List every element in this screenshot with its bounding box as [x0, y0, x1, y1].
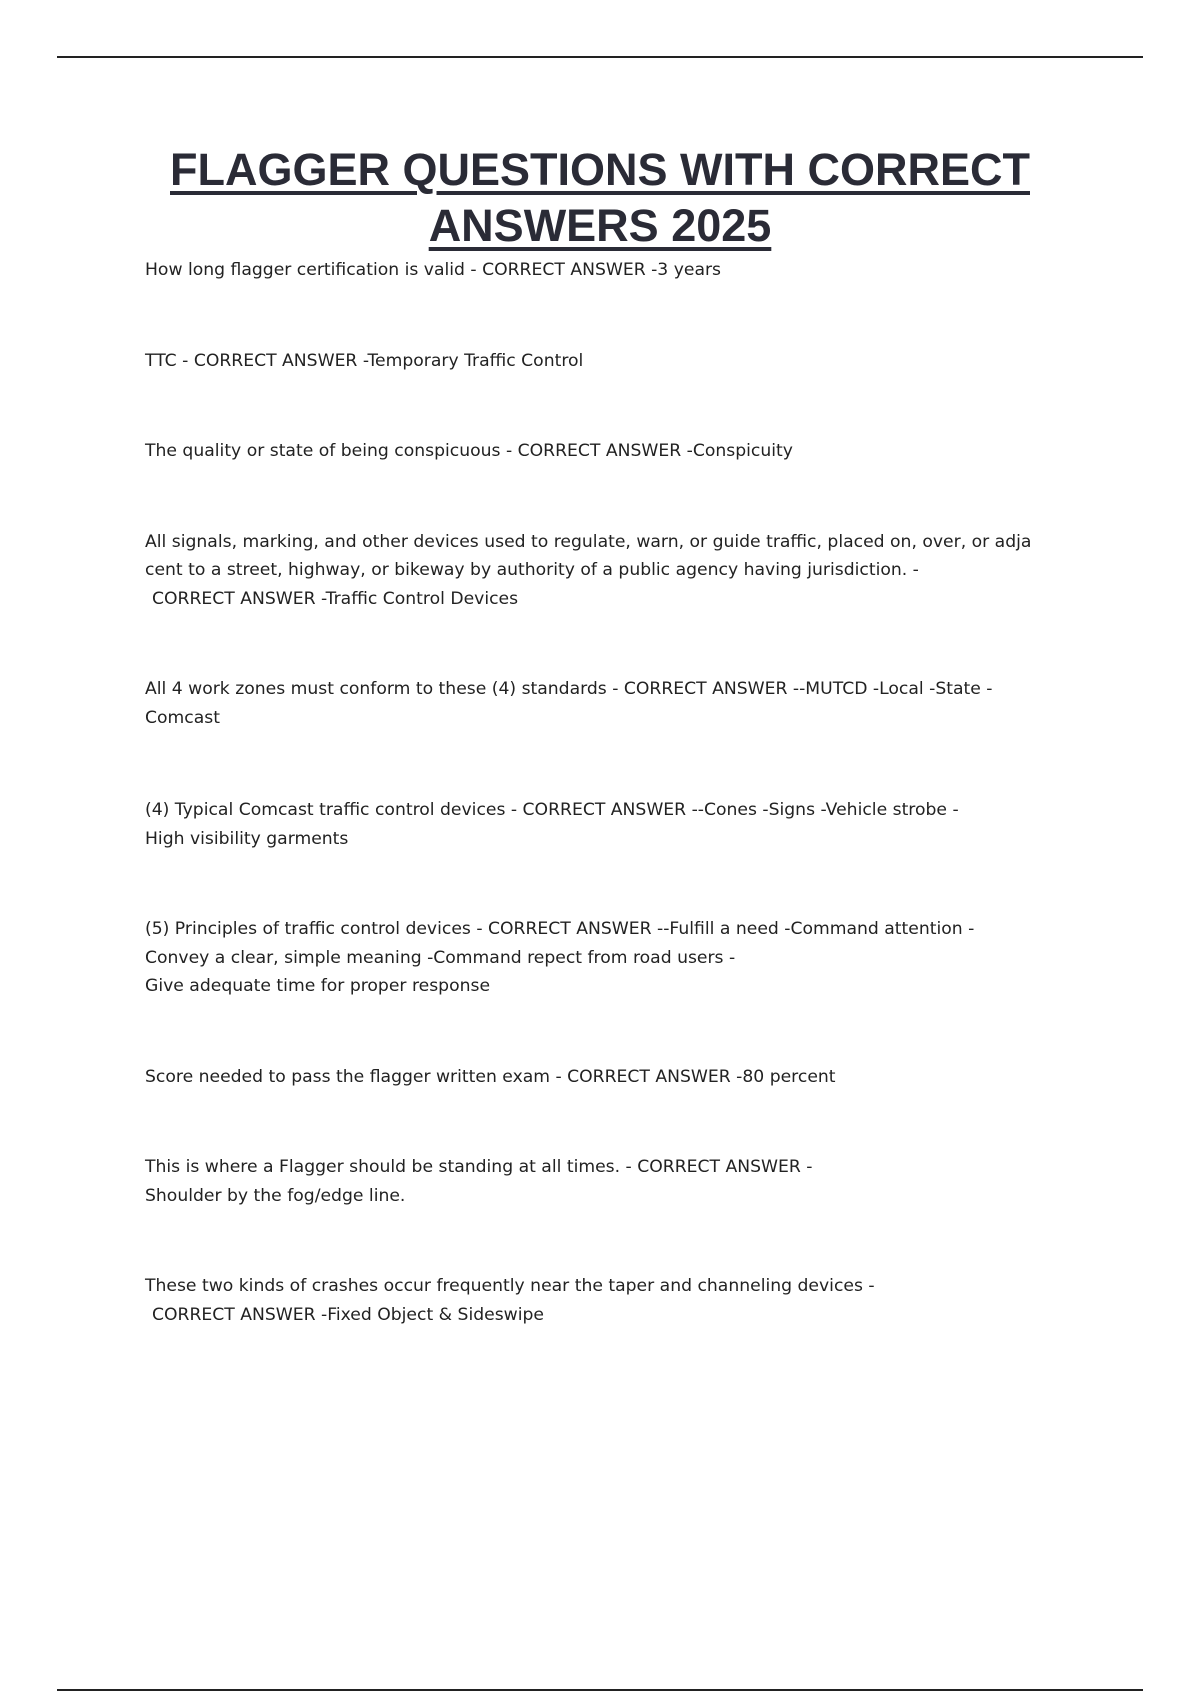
- qa-item: [145, 1063, 1095, 1092]
- qa-item: [145, 256, 1095, 285]
- qa-line: cent to a street, highway, or bikeway by authority of a public agency having jurisdiction. -: [145, 560, 919, 580]
- qa-line: All signals, marking, and other devices used to regulate, warn, or guide traffic, placed on, over, or adja: [145, 531, 1032, 552]
- qa-list: [145, 256, 1095, 1329]
- qa-line: How long flagger certification is valid - CORRECT ANSWER -3 years: [145, 260, 722, 280]
- qa-line: Convey a clear, simple meaning -Command repect from road users -: [145, 947, 736, 968]
- qa-line: Score needed to pass the flagger written exam - CORRECT ANSWER -80 percent: [145, 1066, 836, 1087]
- bottom-divider: [57, 1689, 1143, 1691]
- qa-line: Shoulder by the fog/edge line.: [145, 1185, 406, 1206]
- qa-item: [145, 347, 1095, 376]
- qa-line: CORRECT ANSWER -Fixed Object & Sideswipe: [152, 1304, 544, 1325]
- qa-line: (5) Principles of traffic control devices - CORRECT ANSWER --Fulfill a need -Command attention -: [145, 919, 975, 939]
- document-title: [100, 142, 1100, 254]
- qa-line: Comcast: [145, 707, 220, 728]
- qa-item: [145, 915, 1095, 1001]
- qa-line: This is where a Flagger should be standing at all times. - CORRECT ANSWER -: [145, 1157, 813, 1177]
- qa-line: (4) Typical Comcast traffic control devices - CORRECT ANSWER --Cones -Signs -Vehicle strobe -: [145, 800, 959, 820]
- qa-line: These two kinds of crashes occur frequently near the taper and channeling devices -: [145, 1276, 875, 1296]
- qa-line: CORRECT ANSWER -Traffic Control Devices: [152, 588, 519, 609]
- qa-line: All 4 work zones must conform to these (4) standards - CORRECT ANSWER --MUTCD -Local -State -: [145, 679, 993, 699]
- qa-item: [145, 1153, 1095, 1210]
- qa-line: TTC - CORRECT ANSWER -Temporary Traffic Control: [145, 350, 584, 371]
- qa-line: Give adequate time for proper response: [145, 976, 491, 996]
- qa-item: [145, 437, 1095, 466]
- top-divider: [57, 56, 1143, 58]
- qa-item: [145, 796, 1095, 853]
- title-line-2: ANSWERS 2025: [428, 200, 772, 251]
- qa-item: [145, 675, 1095, 732]
- qa-item: [145, 1272, 1095, 1329]
- title-line-1: FLAGGER QUESTIONS WITH CORRECT: [170, 144, 1030, 195]
- qa-line: The quality or state of being conspicuous - CORRECT ANSWER -Conspicuity: [145, 441, 793, 461]
- qa-line: High visibility garments: [145, 828, 349, 849]
- qa-item: [145, 528, 1095, 614]
